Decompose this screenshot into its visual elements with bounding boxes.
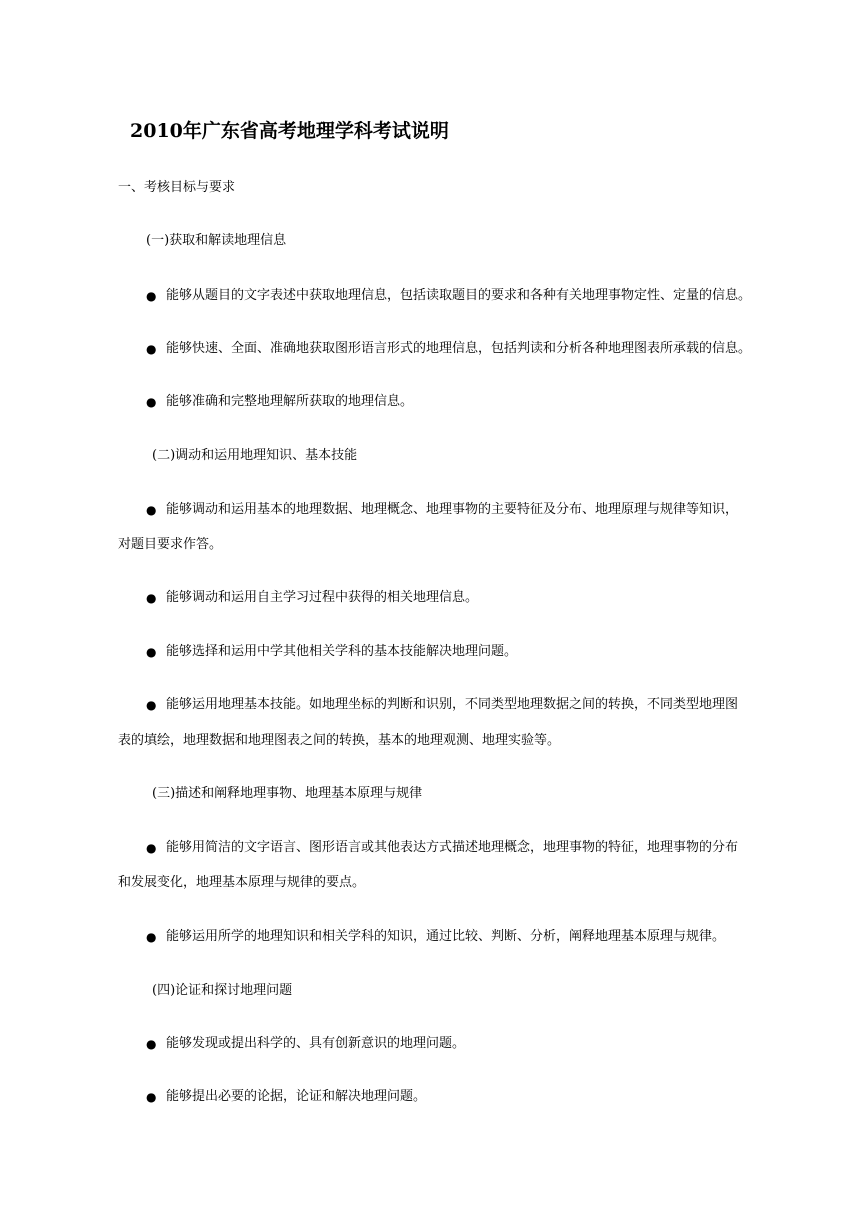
bullet-icon: ● [146, 841, 157, 855]
document-title: 2010年广东省高考地理学科考试说明 [130, 120, 449, 142]
bullet-icon: ● [146, 289, 157, 303]
list-item-continuation: 表的填绘，地理数据和地理图表之间的转换，基本的地理观测、地理实验等。 [118, 733, 561, 748]
bullet-icon: ● [146, 503, 157, 517]
list-item-continuation: 和发展变化，地理基本原理与规律的要点。 [118, 875, 366, 890]
bullet-icon: ● [146, 930, 157, 944]
bullet-icon: ● [146, 395, 157, 409]
list-item: 能够运用地理基本技能。如地理坐标的判断和识别，不同类型地理数据之间的转换，不同类型地理图 [166, 697, 739, 712]
list-item: 能够提出必要的论据，论证和解决地理问题。 [166, 1089, 427, 1104]
bullet-icon: ● [146, 698, 157, 712]
section-heading: 一、考核目标与要求 [118, 180, 236, 195]
bullet-icon: ● [146, 591, 157, 605]
list-item: 能够从题目的文字表述中获取地理信息，包括读取题目的要求和各种有关地理事物定性、定量的信息。 [166, 288, 752, 303]
list-item: 能够选择和运用中学其他相关学科的基本技能解决地理问题。 [166, 644, 518, 659]
list-item: 能够运用所学的地理知识和相关学科的知识，通过比较、判断、分析，阐释地理基本原理与规律。 [166, 929, 726, 944]
list-item: 能够快速、全面、准确地获取图形语言形式的地理信息，包括判读和分析各种地理图表所承载的信息。 [166, 341, 752, 356]
bullet-icon: ● [146, 1090, 157, 1104]
subsection-heading: (一)获取和解读地理信息 [146, 233, 287, 248]
list-item: 能够准确和完整地理解所获取的地理信息。 [166, 394, 414, 409]
list-item: 能够发现或提出科学的、具有创新意识的地理问题。 [166, 1036, 466, 1051]
subsection-heading: (三)描述和阐释地理事物、地理基本原理与规律 [152, 786, 423, 801]
bullet-icon: ● [146, 645, 157, 659]
bullet-icon: ● [146, 1037, 157, 1051]
list-item-continuation: 对题目要求作答。 [118, 537, 223, 552]
list-item: 能够调动和运用基本的地理数据、地理概念、地理事物的主要特征及分布、地理原理与规律等知识， [166, 502, 739, 517]
list-item: 能够用简洁的文字语言、图形语言或其他表达方式描述地理概念，地理事物的特征，地理事物的分布 [166, 840, 739, 855]
subsection-heading: (二)调动和运用地理知识、基本技能 [152, 448, 358, 463]
list-item: 能够调动和运用自主学习过程中获得的相关地理信息。 [166, 590, 479, 605]
bullet-icon: ● [146, 342, 157, 356]
subsection-heading: (四)论证和探讨地理问题 [152, 983, 293, 998]
